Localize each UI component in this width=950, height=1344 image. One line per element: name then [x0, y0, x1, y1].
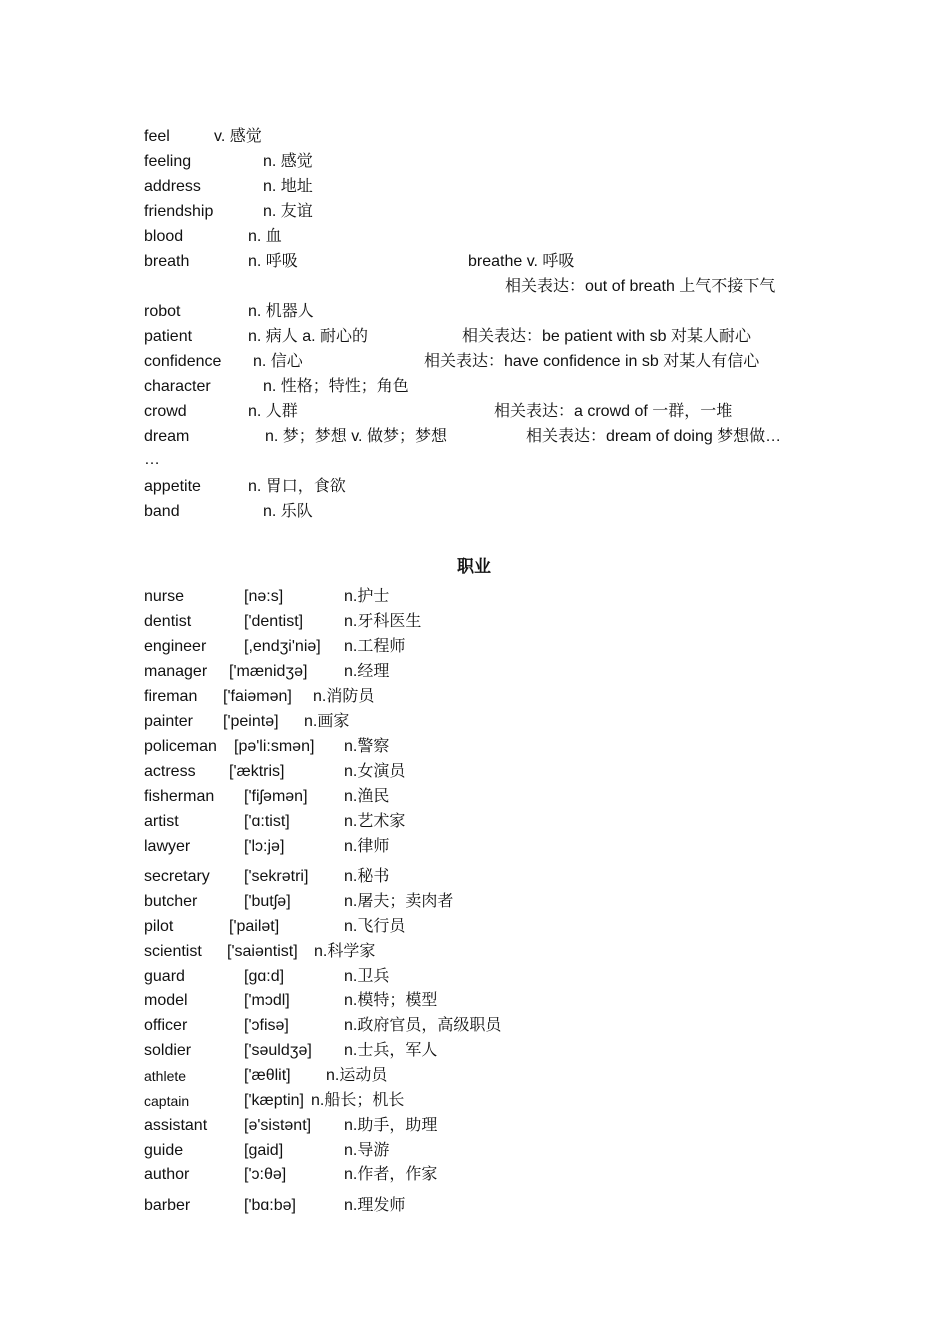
- job-phonetic: ['fiʃəmən]: [244, 788, 308, 805]
- job-word: guide: [144, 1142, 184, 1159]
- job-definition: n.律师: [344, 838, 390, 855]
- job-definition: n.护士: [344, 588, 390, 605]
- vocab-definition: n. 胃口，食欲: [248, 478, 346, 495]
- vocab-related-expression: 相关表达：be patient with sb 对某人耐心: [462, 328, 751, 345]
- vocab-word: robot: [144, 303, 181, 320]
- job-phonetic: ['ɔfisə]: [244, 1017, 289, 1034]
- job-definition: n.警察: [344, 738, 390, 755]
- vocab-definition: n. 地址: [263, 178, 313, 195]
- vocab-word: confidence: [144, 353, 222, 370]
- job-definition: n.卫兵: [344, 968, 390, 985]
- job-word: officer: [144, 1017, 188, 1034]
- job-definition: n.工程师: [344, 638, 406, 655]
- job-definition: n.牙科医生: [344, 613, 422, 630]
- job-definition: n.飞行员: [344, 918, 406, 935]
- job-word: soldier: [144, 1042, 192, 1059]
- vocab-related-expression: 相关表达：a crowd of 一群，一堆: [494, 403, 733, 420]
- vocab-definition: n. 人群: [248, 403, 298, 420]
- job-phonetic: [gaid]: [244, 1142, 284, 1159]
- job-word: model: [144, 992, 188, 1009]
- job-definition: n.船长；机长: [311, 1092, 405, 1109]
- job-phonetic: ['peintə]: [223, 713, 279, 730]
- job-definition: n.运动员: [326, 1067, 388, 1084]
- job-definition: n.作者，作家: [344, 1166, 438, 1183]
- job-word: scientist: [144, 943, 202, 960]
- job-word: manager: [144, 663, 208, 680]
- job-phonetic: ['ɔ:θə]: [244, 1166, 287, 1183]
- vocab-related-expression: 相关表达：out of breath 上气不接下气: [505, 278, 776, 295]
- vocab-word: feeling: [144, 153, 192, 170]
- job-definition: n.导游: [344, 1142, 390, 1159]
- job-word: guard: [144, 968, 185, 985]
- vocab-definition: n. 呼吸: [248, 253, 298, 270]
- job-word: assistant: [144, 1117, 208, 1134]
- job-definition: n.经理: [344, 663, 390, 680]
- job-word: author: [144, 1166, 190, 1183]
- vocab-word: dream: [144, 428, 190, 445]
- vocab-word: appetite: [144, 478, 201, 495]
- vocab-word: feel: [144, 128, 170, 145]
- job-word: secretary: [144, 868, 210, 885]
- job-word: athlete: [144, 1068, 187, 1084]
- job-phonetic: ['æθlit]: [244, 1067, 291, 1084]
- job-definition: n.画家: [304, 713, 350, 730]
- job-phonetic: [ə'sistənt]: [244, 1117, 312, 1134]
- job-word: actress: [144, 763, 196, 780]
- vocab-definition: n. 乐队: [263, 503, 313, 520]
- vocab-related-expression: 相关表达：have confidence in sb 对某人有信心: [424, 353, 760, 370]
- job-phonetic: ['faiəmən]: [223, 688, 292, 705]
- job-word: fisherman: [144, 788, 215, 805]
- job-word: engineer: [144, 638, 207, 655]
- job-word: policeman: [144, 738, 217, 755]
- job-phonetic: ['butʃə]: [244, 893, 291, 910]
- job-phonetic: ['pailət]: [229, 918, 280, 935]
- job-definition: n.渔民: [344, 788, 390, 805]
- job-word: fireman: [144, 688, 198, 705]
- vocab-definition: n. 性格；特性；角色: [263, 378, 409, 395]
- job-definition: n.模特；模型: [344, 992, 438, 1009]
- job-phonetic: ['æktris]: [229, 763, 285, 780]
- job-phonetic: [nə:s]: [244, 588, 284, 605]
- job-word: lawyer: [144, 838, 191, 855]
- vocab-word: breath: [144, 253, 190, 270]
- job-word: barber: [144, 1197, 191, 1214]
- job-phonetic: ['bɑ:bə]: [244, 1197, 296, 1214]
- vocab-definition: n. 友谊: [263, 203, 313, 220]
- vocab-word: blood: [144, 228, 184, 245]
- vocab-definition: n. 梦；梦想 v. 做梦；梦想: [265, 428, 447, 445]
- job-word: dentist: [144, 613, 192, 630]
- job-phonetic: ['kæptin]: [244, 1092, 304, 1109]
- vocab-definition: v. 感觉: [214, 128, 262, 145]
- vocab-continuation: …: [144, 451, 160, 468]
- job-definition: n.女演员: [344, 763, 406, 780]
- vocab-definition: n. 信心: [253, 353, 303, 370]
- vocab-word: crowd: [144, 403, 187, 420]
- vocab-definition: n. 病人 a. 耐心的: [248, 328, 369, 345]
- job-word: captain: [144, 1093, 190, 1109]
- job-definition: n.科学家: [314, 943, 376, 960]
- job-phonetic: [pə'li:smən]: [234, 738, 315, 755]
- job-word: painter: [144, 713, 193, 730]
- section-title: 职业: [457, 557, 491, 576]
- job-phonetic: [gɑ:d]: [244, 968, 285, 985]
- job-word: nurse: [144, 588, 185, 605]
- job-definition: n.理发师: [344, 1197, 406, 1214]
- job-phonetic: ['lɔ:jə]: [244, 838, 285, 855]
- vocab-word: address: [144, 178, 201, 195]
- vocab-definition: n. 感觉: [263, 153, 313, 170]
- job-definition: n.士兵，军人: [344, 1042, 438, 1059]
- job-phonetic: ['mɔdl]: [244, 992, 290, 1009]
- job-phonetic: ['səuldʒə]: [244, 1042, 312, 1059]
- job-phonetic: ['saiəntist]: [227, 943, 298, 960]
- job-phonetic: ['mænidʒə]: [229, 663, 308, 680]
- job-phonetic: ['dentist]: [244, 613, 304, 630]
- job-definition: n.消防员: [313, 688, 375, 705]
- job-phonetic: ['ɑ:tist]: [244, 813, 290, 830]
- job-definition: n.屠夫；卖肉者: [344, 893, 454, 910]
- job-word: pilot: [144, 918, 174, 935]
- job-word: artist: [144, 813, 179, 830]
- vocab-word: friendship: [144, 203, 214, 220]
- job-definition: n.艺术家: [344, 813, 406, 830]
- vocab-definition: n. 机器人: [248, 303, 314, 320]
- job-phonetic: [,endʒi'niə]: [244, 638, 321, 655]
- job-phonetic: ['sekrətri]: [244, 868, 309, 885]
- vocab-word: band: [144, 503, 180, 520]
- vocab-definition: n. 血: [248, 228, 282, 245]
- job-definition: n.政府官员，高级职员: [344, 1017, 502, 1034]
- vocab-word: character: [144, 378, 211, 395]
- vocab-related-expression: 相关表达：dream of doing 梦想做…: [526, 428, 782, 445]
- job-definition: n.秘书: [344, 868, 390, 885]
- vocab-related-word: breathe v. 呼吸: [468, 253, 575, 270]
- job-definition: n.助手，助理: [344, 1117, 438, 1134]
- vocab-word: patient: [144, 328, 193, 345]
- job-word: butcher: [144, 893, 198, 910]
